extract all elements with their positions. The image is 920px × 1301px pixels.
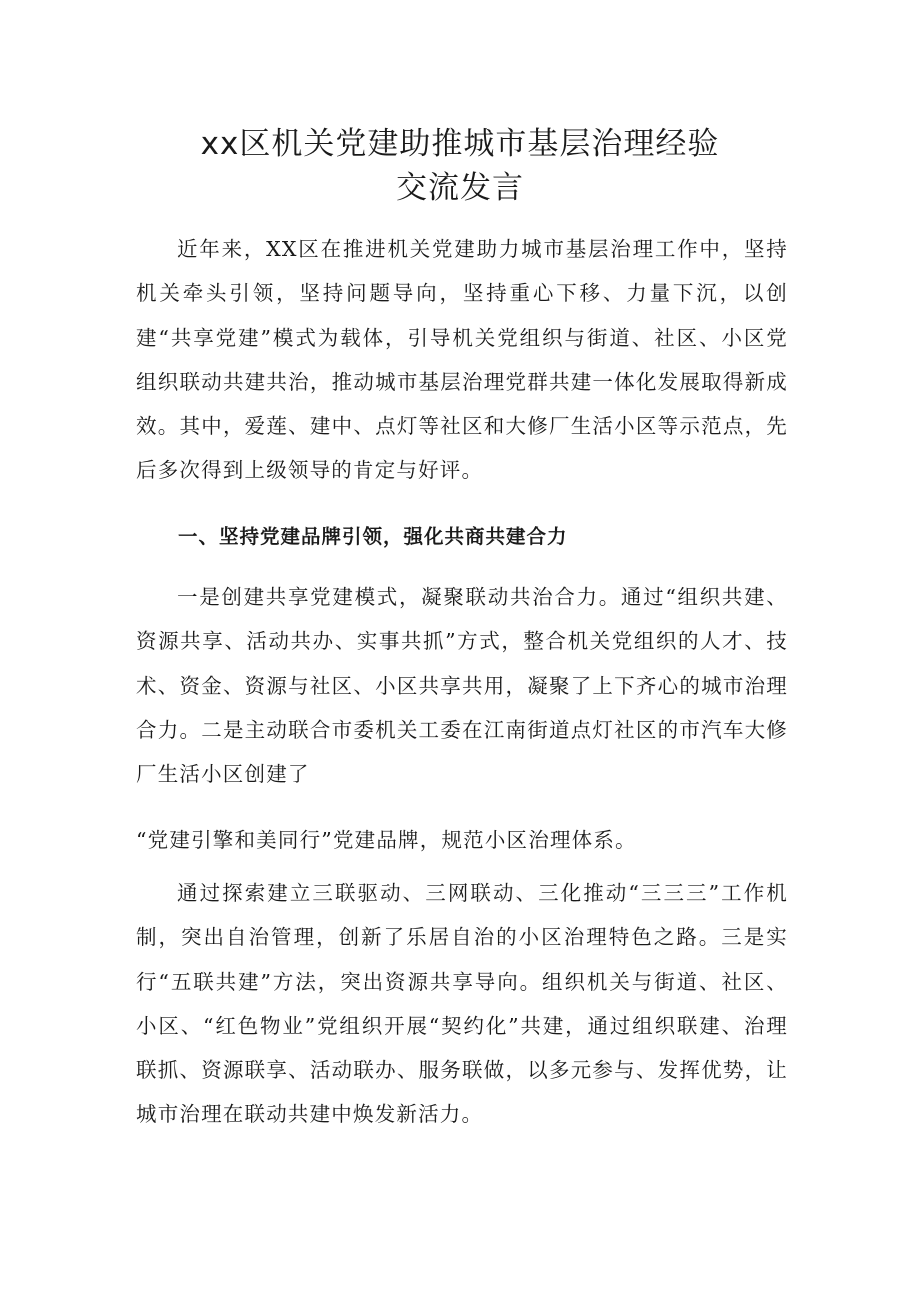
document-title-line2: 交流发言: [396, 170, 524, 206]
section1-paragraph: 一是创建共享党建模式，凝聚联动共治合力。通过“组织共建、资源共享、活动共办、实事共抓”方式，整合机关党组织的人才、技术、资金、资源与社区、小区共享共用，凝聚了上下齐心的城市治理合力。二是主动联合市委机关工委在江南街道点灯社区的市汽车大修厂生活小区创建了: [136, 585, 788, 787]
section1-paragraph-2: 通过探索建立三联驱动、三网联动、三化推动“三三三”工作机制，突出自治管理，创新了乐居自治的小区治理特色之路。三是实行“五联共建”方法，突出资源共享导向。组织机关与街道、社区、小区、“红色物业”党组织开展“契约化”共建，通过组织联建、治理联抓、资源联享、活动联办、服务联做，以多元参与、发挥优势，让城市治理在联动共建中焕发新活力。: [136, 881, 788, 1127]
intro-paragraph: 近年来，XX区在推进机关党建助力城市基层治理工作中，坚持机关牵头引领，坚持问题导向，坚持重心下移、力量下沉，以创建“共享党建”模式为载体，引导机关党组织与街道、社区、小区党组织联动共建共治，推动城市基层治理党群共建一体化发展取得新成效。其中，爱莲、建中、点灯等社区和大修厂生活小区等示范点，先后多次得到上级领导的肯定与好评。: [136, 237, 788, 483]
section-heading-1: 一、坚持党建品牌引领，强化共商共建合力: [178, 525, 568, 548]
section1-paragraph-continuation: “党建引擎和美同行”党建品牌，规范小区治理体系。: [136, 828, 637, 852]
document-title-line1: xx区机关党建助推城市基层治理经验: [200, 126, 720, 162]
